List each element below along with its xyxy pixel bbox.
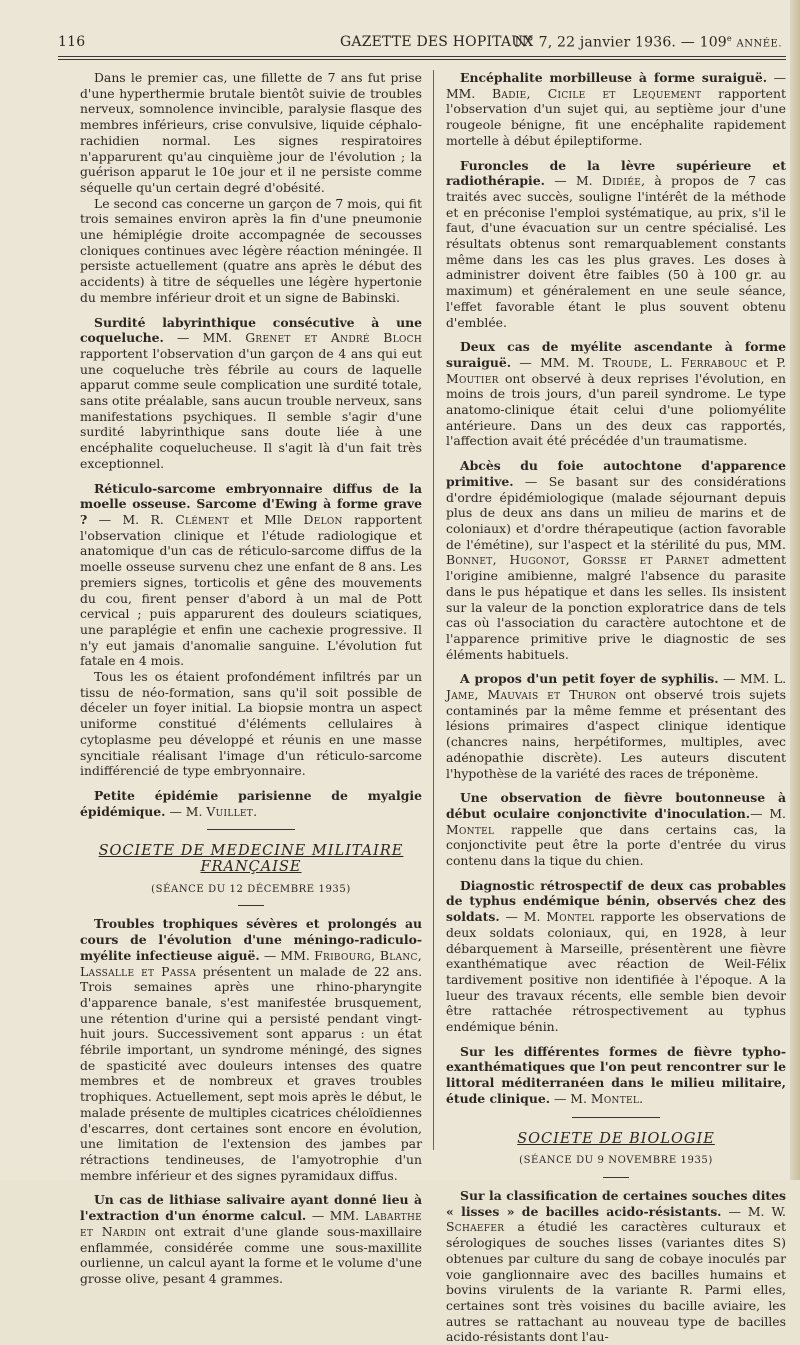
entry-authors: Ferrabouc xyxy=(680,354,748,370)
entry-dash: — M. xyxy=(550,1090,591,1106)
article-entry xyxy=(446,671,786,781)
article-entry xyxy=(80,1192,422,1286)
article-entry xyxy=(446,878,786,1035)
entry-text: . xyxy=(639,1090,644,1106)
issue-tail: ANNÉE. xyxy=(736,38,782,50)
entry-text: ont observé à deux reprises l'évolution, en moins de trois jours, d'un pareil syndrome. Le type anatomo-clinique était celui d'une poliomyélite antérieure. Dans un des deux cas rapportés, l'affection avait été précédée d'un traumatisme. xyxy=(446,370,786,449)
article-entry xyxy=(446,339,786,449)
article-entry xyxy=(446,790,786,869)
session-date: (SÉANCE DU 9 NOVEMBRE 1935) xyxy=(519,1155,713,1167)
section-rule xyxy=(207,829,295,830)
entry-heading: Encéphalite morbilleuse à forme suraiguë. xyxy=(460,70,768,85)
entry-authors: Bonnet, Hugonot, Gorsse et Parnet xyxy=(446,552,710,568)
article-entry xyxy=(80,315,422,472)
entry-text: et Mlle xyxy=(229,511,304,527)
entry-heading: Un cas de lithiase salivaire ayant donné lieu à l'extraction d'un énorme calcul. xyxy=(80,1192,422,1224)
entry-heading: Petite épidémie parisienne de myalgie épidémique. xyxy=(80,787,422,819)
article-entry xyxy=(446,158,786,331)
article-entry xyxy=(446,70,786,149)
entry-text: et P. xyxy=(747,354,786,370)
society-heading xyxy=(446,1117,786,1178)
paragraph: Le second cas concerne un garçon de 7 mois, qui fit trois semaines environ après la fin d'une pneumonie une hémiplégie droite accompagnée de secousses cloniques continues avec légère réaction méningée. Il persiste actuellement (quatre ans après le début des accidents) à titre de séquelles une légère hypertonie du membre inférieur droit et un signe de Babinski. xyxy=(80,195,422,305)
article-entry xyxy=(80,481,422,669)
entry-authors: Montel xyxy=(546,909,595,925)
entry-heading: Une observation de fièvre boutonneuse à début oculaire conjonctivite d'inoculation. xyxy=(446,790,786,821)
entry-dash: — M. xyxy=(750,805,786,821)
entry-text: ont extrait d'une glande sous-maxillaire enflammée, considérée comme une sous-maxillite ourlienne, un calcul ayant la forme et le volume d'une grosse olive, pesant 4 grammes. xyxy=(80,1223,422,1286)
left-column xyxy=(80,70,422,1287)
entry-dash: — M. xyxy=(499,909,547,925)
session-date: (SÉANCE DU 12 DÉCEMBRE 1935) xyxy=(151,883,351,895)
entry-text: — Se basant sur des considérations d'ordre épidémiologique (malade séjournant depuis plus de deux ans dans un milieu de marins et de coloniaux) et d'ordre thérapeutique (action favorable de l'émétine), sur l'aspect et la stérilité du pus, MM. xyxy=(446,473,786,552)
entry-text: a étudié les caractères culturaux et sérologiques de souches lisses (variantes dites S) obtenues par culture du sang de cobaye inoculés par voie ganglionnaire avec des bacilles humains et bovins virulents de la variante R. Parmi elles, certaines sont très voisines du bacille aviaire, les autres se rattachant au nouveau type de bacilles acido-résistants dont l'au- xyxy=(446,1219,786,1345)
entry-dash: — MM. xyxy=(306,1208,365,1224)
entry-authors: Montel xyxy=(590,1090,640,1106)
entry-heading: Sur la classification de certaines souches dites « lisses » de bacilles acido-résistants. xyxy=(446,1188,786,1219)
section-rule xyxy=(572,1117,660,1118)
entry-authors: Vuillet xyxy=(206,803,254,819)
entry-text: . xyxy=(253,803,258,819)
entry-authors: Grenet et André Bloch xyxy=(245,330,422,346)
society-heading xyxy=(80,829,422,906)
section-rule xyxy=(603,1177,629,1178)
entry-heading: A propos d'un petit foyer de syphilis. xyxy=(460,671,719,687)
issue-text: N° 7, 22 janvier 1936. — 109 xyxy=(514,34,727,51)
entry-heading: Abcès du foie autochtone d'apparence primitive. xyxy=(446,458,786,489)
article-entry xyxy=(446,1044,786,1107)
entry-authors: Didiée xyxy=(601,173,642,189)
entry-text: rapporte les observations de deux soldats coloniaux, qui, en 1928, à leur débarquement à Marseille, présentèrent une fièvre exanthématique avec réaction de Weil-Félix tardivement positive non identifiée à l'époque. A la lueur des travaux récents, elle semble bien devoir être rattachée rétrospectivement au typhus endémique bénin. xyxy=(446,909,786,1035)
article-entry xyxy=(80,788,422,819)
issue-info xyxy=(514,34,782,51)
entry-heading: Surdité labyrinthique consécutive à une coqueluche. xyxy=(80,314,422,346)
page-number: 116 xyxy=(58,34,86,50)
journal-title: GAZETTE DES HOPITAUX xyxy=(340,34,534,50)
entry-text: présentent un malade de 22 ans. Trois semaines après une rhino-pharyngite d'apparence banale, s'est manifestée brusquement, une rétention d'urine qui a persisté pendant vingt-huit jours. Successivement sont apparus : un état fébrile important, un syndrome méningé, des signes de spasticité avec douleurs intenses des quatre membres et de nombreux et graves troubles trophiques. Actuellement, sept mois après le début, le malade présente de multiples cicatrices chéloïdiennes d'escarres, dont certaines sont encore en évolution, une limitation de l'extension des jambes par rétractions tendineuses, de l'amyotrophie d'un membre inférieur et des signes pyramidaux diffus. xyxy=(80,963,423,1183)
entry-dash: — M. xyxy=(544,173,602,189)
entry-dash: — MM. xyxy=(163,330,246,346)
entry-text: rappelle que dans certains cas, la conjonctivite peut être la porte d'entrée du virus contenu dans la tique du chien. xyxy=(446,821,786,869)
entry-dash: — MM. M. xyxy=(511,354,603,370)
header-rule xyxy=(58,56,786,60)
article-entry xyxy=(80,916,422,1183)
section-rule xyxy=(238,905,264,906)
page-edge xyxy=(790,0,800,1180)
entry-authors: Delon xyxy=(303,511,343,527)
entry-dash: — MM. xyxy=(259,947,315,963)
paragraph: Dans le premier cas, une fillette de 7 ans fut prise d'une hyperthermie brutale bientôt suivie de troubles nerveux, somnolence invincible, paralysie flasque des membres inférieurs, crise convulsive, liquide céphalo-rachidien normal. Les signes respiratoires n'apparurent qu'au cinquième jour de l'évolution ; la guérison apparut le 10e jour et il ne persiste comme séquelle qu'un certain degré d'obésité. xyxy=(80,70,422,195)
entry-heading: Furoncles de la lèvre supérieure et radiothérapie. xyxy=(446,157,786,189)
entry-text: rapportent l'observation clinique et l'étude radiologique et anatomique d'un cas de réticulo-sarcome diffus de la moelle osseuse survenu chez une enfant de 8 ans. Les premiers signes, torticolis et gêne des mouvements du cou, firent penser d'abord à un mal de Pott cervical ; puis apparurent des douleurs sciatiques, une paraplégie et enfin une cachexie progressive. Il n'y eut jamais d'anomalie sanguine. L'évolution fut fatale en 4 mois. xyxy=(80,511,422,669)
entry-dash: — M. W. xyxy=(721,1203,786,1219)
entry-text: ont observé trois sujets contaminés par la même femme et présentant des lésions primaires d'aspect clinique identique (chancres nains, herpétiformes, multiples, avec adénopathie discrète). Les auteurs discutent l'hypothèse de la variété des races de tréponème. xyxy=(446,687,786,781)
society-name: SOCIETE DE BIOLOGIE xyxy=(517,1130,715,1147)
entry-dash: — MM. L. xyxy=(718,671,787,687)
entry-heading: Sur les différentes formes de fièvre typho-exanthématiques que l'on peut rencontrer sur le littoral méditerranéen dans le milieu militaire, étude clinique. xyxy=(446,1043,786,1106)
entry-dash: — M. xyxy=(165,803,207,819)
issue-sup: e xyxy=(726,34,732,43)
entry-heading: Réticulo-sarcome embryonnaire diffus de la moelle osseuse. Sarcome d'Ewing à forme grave ? xyxy=(80,480,422,527)
entry-authors: Schaefer xyxy=(446,1219,505,1235)
entry-authors: Montel xyxy=(446,821,495,837)
entry-authors: Labarthe et Nardin xyxy=(80,1208,422,1239)
entry-dash: — M. R. xyxy=(87,511,176,527)
entry-heading: Deux cas de myélite ascendante à forme suraiguë. xyxy=(446,339,786,370)
entry-dash: — MM. xyxy=(446,70,786,101)
entry-text: rapportent l'observation d'un sujet qui, au septième jour d'une rougeole bénigne, fit une encéphalite rapidement mortelle à début épileptiforme. xyxy=(446,85,786,148)
entry-authors: Fribourg, Blanc, Lassalle et Passa xyxy=(80,947,422,979)
entry-authors: Clément xyxy=(175,511,229,527)
page-header xyxy=(58,28,782,54)
article-entry xyxy=(446,458,786,662)
entry-authors: Moutier xyxy=(446,370,499,386)
entry-authors: Troude xyxy=(602,354,649,370)
article-entry xyxy=(446,1188,786,1345)
entry-text: rapportent l'observation d'un garçon de 4 ans qui eut une coqueluche très fébrile au cours de laquelle apparut comme seule complication une surdité totale, sans otite préalable, sans aucun trouble nerveux, sans manifestations psychiques. Il semble s'agir d'une surdité labyrinthique sans doute liée à une encéphalite coquelucheuse. Il s'agit là d'un fait très exceptionnel. xyxy=(80,345,422,471)
paragraph: Tous les os étaient profondément infiltrés par un tissu de néo-formation, sans qu'il soit possible de déceler un foyer initial. La biopsie montra un aspect uniforme constitué d'éléments cellulaires à cytoplasme peu développé et réunis en une masse syncitiale réalisant l'image d'un réticulo-sarcome indifférencié de type embryonnaire. xyxy=(80,669,422,779)
entry-authors: Jame, Mauvais et Thuron xyxy=(446,687,617,703)
right-column xyxy=(446,70,786,1345)
entry-text: admettent l'origine amibienne, malgré l'absence du parasite dans le pus hépatique et dans les selles. Ils insistent sur la valeur de la ponction exploratrice dans de tels cas où l'association du caractère autochtone et de l'apparence primitive prive le diagnostic de ses éléments habituels. xyxy=(446,552,786,662)
column-separator xyxy=(433,70,434,1150)
entry-heading: Diagnostic rétrospectif de deux cas probables de typhus endémique bénin, observés chez des soldats. xyxy=(446,877,786,925)
entry-text: , à propos de 7 cas traités avec succès, souligne l'intérêt de la méthode et en préconise l'emploi systématique, au prix, s'il le faut, d'une évacuation sur un centre spécialisé. Les résultats obtenus sont remarquablement constants même dans les cas les plus graves. Les doses à administrer doivent être faibles (50 à 100 gr. au maximum) et généralement en une seule séance, l'effet favorable étant le plus souvent obtenu d'emblée. xyxy=(446,173,786,330)
entry-authors: Badie, Cicile et Lequement xyxy=(492,85,702,101)
society-name: SOCIETE DE MEDECINE MILITAIRE FRANÇAISE xyxy=(98,843,404,876)
entry-heading: Troubles trophiques sévères et prolongés au cours de l'évolution d'une méningo-radiculo-myélite infectieuse aiguë. xyxy=(80,916,422,963)
entry-text: , L. xyxy=(648,354,681,370)
